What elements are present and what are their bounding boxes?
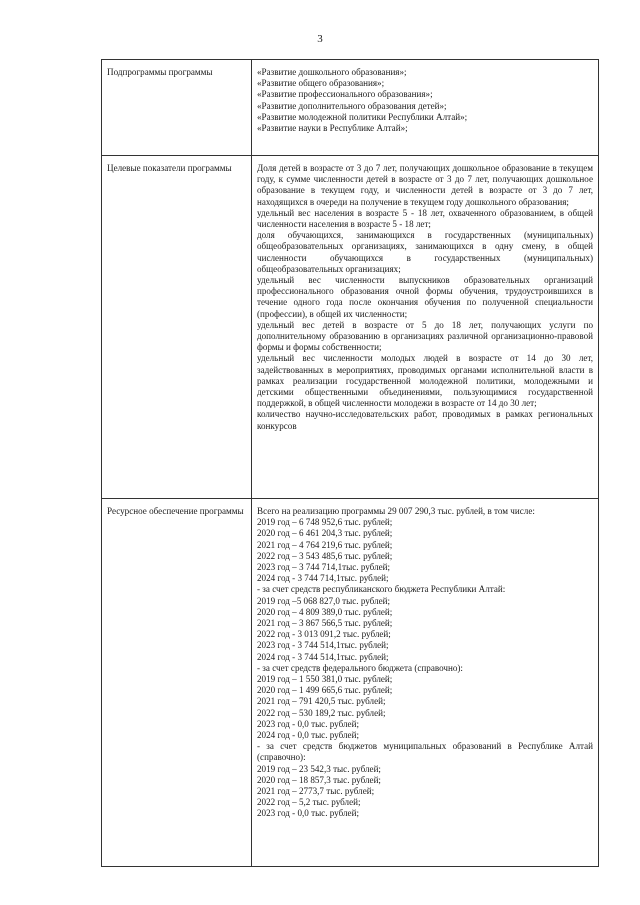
row-label-subprograms: Подпрограммы программы <box>102 60 252 156</box>
program-passport-table <box>101 59 599 867</box>
funding-year-line: 2021 год – 3 867 566,5 тыс. рублей; <box>257 618 393 629</box>
subprograms-list <box>252 60 599 156</box>
funding-year-line: 2019 год – 6 748 952,6 тыс. рублей; <box>257 517 393 528</box>
table-row-indicators <box>102 156 599 499</box>
list-item: «Развитие дополнительного образования детей»; <box>257 100 447 111</box>
list-item: «Развитие общего образования»; <box>257 78 385 89</box>
resources-content <box>252 499 599 867</box>
list-item: «Развитие профессионального образования»; <box>257 89 433 100</box>
funding-year-line: 2024 год - 3 744 514,1тыс. рублей; <box>257 651 389 662</box>
funding-year-line: 2019 год –5 068 827,0 тыс. рублей; <box>257 595 391 606</box>
funding-year-line: 2022 год – 3 543 485,6 тыс. рублей; <box>257 550 393 561</box>
funding-year-line: 2020 год – 18 857,3 тыс. рублей; <box>257 774 381 785</box>
funding-year-line: 2023 год - 0,0 тыс. рублей; <box>257 718 359 729</box>
indicator-item: удельный вес детей в возрасте от 5 до 18 лет, получающих услуги по дополнительному образованию в организациях различной организационно-правовой формы и формы собственности; <box>257 319 593 353</box>
indicator-item: доля обучающихся, занимающихся в государственных (муниципальных) общеобразовательных организациях, занимающихся в одну смену, в общей численности обучающихся в государственных (муниципальных) общеобразовательных организациях; <box>257 230 593 274</box>
list-item: «Развитие науки в Республике Алтай»; <box>257 123 408 134</box>
indicator-item: удельный вес численности молодых людей в возрасте от 14 до 30 лет, задействованных в мероприятиях, проводимых органами исполнительной власти в рамках реализации государственной молодежной политики, молодежными и детскими общественными объединениями, пользующимися государственной поддержкой, в общей численности молодежи в возрасте от 14 до 30 лет; <box>257 353 593 409</box>
row-label-indicators: Целевые показатели программы <box>102 156 252 499</box>
list-item: «Развитие дошкольного образования»; <box>257 67 407 77</box>
total-funding-line: Всего на реализацию программы 29 007 290,3 тыс. рублей, в том числе: <box>257 506 535 516</box>
funding-year-line: 2020 год – 1 499 665,6 тыс. рублей; <box>257 685 393 696</box>
regional-budget-heading: - за счет средств республиканского бюджета Республики Алтай: <box>257 584 506 595</box>
funding-year-line: 2024 год - 3 744 714,1тыс. рублей; <box>257 573 389 584</box>
indicator-item: Доля детей в возрасте от 3 до 7 лет, получающих дошкольное образование в текущем году, к сумме численности детей в возрасте от 3 до 7 лет, получающих дошкольное образование в текущем году, и численности детей в возрасте от 3 до 7 лет, находящихся в очереди на получение в текущем году дошкольного образования; <box>257 163 593 207</box>
funding-year-line: 2023 год - 0,0 тыс. рублей; <box>257 808 359 819</box>
funding-year-line: 2023 год - 3 744 514,1тыс. рублей; <box>257 640 389 651</box>
indicator-item: удельный вес населения в возрасте 5 - 18 лет, охваченного образованием, в общей численности населения в возрасте 5 - 18 лет; <box>257 207 593 230</box>
funding-year-line: 2021 год – 791 420,5 тыс. рублей; <box>257 696 386 707</box>
federal-budget-heading: - за счет средств федерального бюджета (справочно): <box>257 662 463 673</box>
funding-year-line: 2022 год - 3 013 091,2 тыс. рублей; <box>257 629 391 640</box>
funding-year-line: 2019 год – 23 542,3 тыс. рублей; <box>257 763 381 774</box>
funding-year-line: 2023 год – 3 744 714,1тыс. рублей; <box>257 562 391 573</box>
funding-year-line: 2020 год – 4 809 389,0 тыс. рублей; <box>257 606 393 617</box>
funding-year-line: 2020 год – 6 461 204,3 тыс. рублей; <box>257 528 393 539</box>
funding-year-line: 2024 год - 0,0 тыс. рублей; <box>257 730 359 741</box>
table-row-subprograms <box>102 60 599 156</box>
indicator-item: количество научно-исследовательских работ, проводимых в рамках региональных конкурсов <box>257 409 593 431</box>
table-row-resources <box>102 499 599 867</box>
funding-year-line: 2021 год – 4 764 219,6 тыс. рублей; <box>257 539 393 550</box>
funding-year-line: 2022 год – 530 189,2 тыс. рублей; <box>257 707 386 718</box>
municipal-budget-heading: - за счет средств бюджетов муниципальных образований в Республике Алтай (справочно): <box>257 741 593 763</box>
row-label-resources: Ресурсное обеспечение программы <box>102 499 252 867</box>
funding-year-line: 2022 год – 5,2 тыс. рублей; <box>257 797 361 808</box>
list-item: «Развитие молодежной политики Республики Алтай»; <box>257 111 468 122</box>
indicators-list <box>252 156 599 499</box>
indicator-item: удельный вес численности выпускников образовательных организаций профессионального образования очной формы обучения, трудоустроившихся в течение одного года после окончания обучения по полученной специальности (профессии), в общей их численности; <box>257 275 593 319</box>
page-number: 3 <box>317 33 323 45</box>
funding-year-line: 2021 год – 2773,7 тыс. рублей; <box>257 786 375 797</box>
funding-year-line: 2019 год – 1 550 381,0 тыс. рублей; <box>257 674 393 685</box>
